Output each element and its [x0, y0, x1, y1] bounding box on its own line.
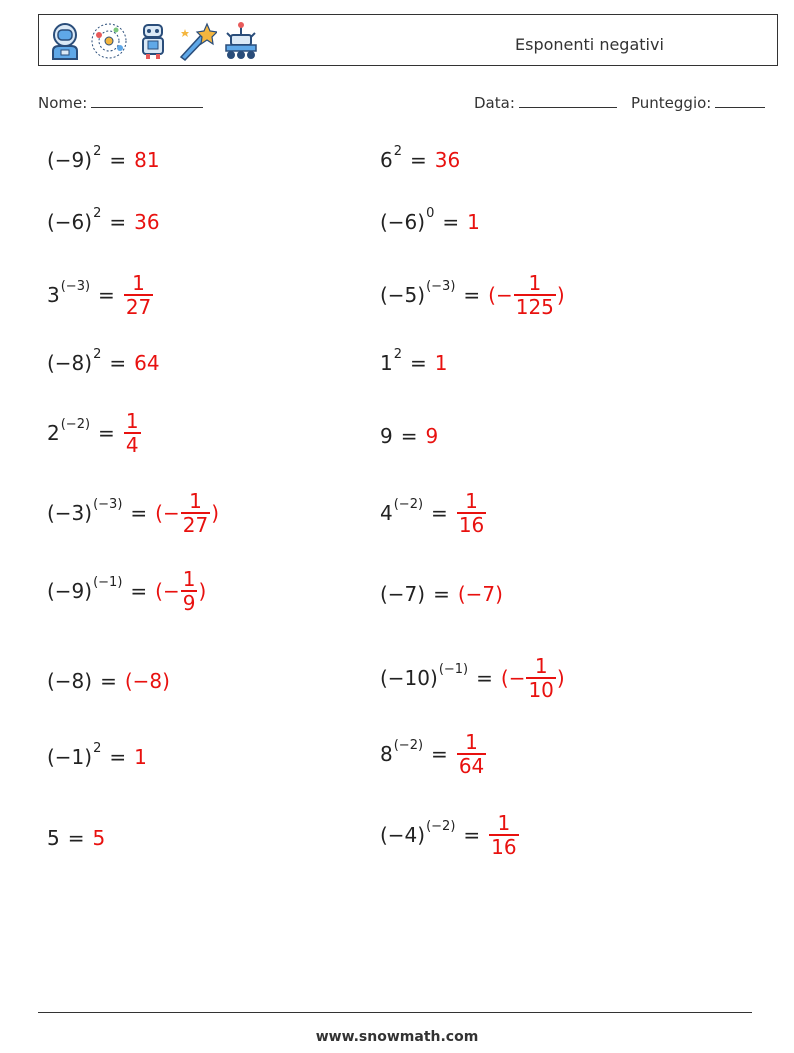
problem-item — [380, 655, 565, 701]
problem-item — [47, 490, 219, 536]
answer-value: (−8) — [124, 669, 170, 693]
problem-exponent: 2 — [393, 346, 403, 362]
answer — [125, 669, 170, 693]
problem-item — [47, 205, 160, 234]
worksheet-title: Esponenti negativi — [515, 35, 664, 54]
equals-sign: = — [109, 148, 127, 172]
problem-exponent: 2 — [93, 346, 102, 362]
problem-exponent: (−2) — [426, 818, 456, 834]
problem-item — [47, 346, 160, 375]
equals-sign: = — [130, 579, 148, 603]
fraction-numerator: 1 — [497, 811, 511, 835]
answer — [134, 745, 147, 769]
problem-base: 3 — [47, 283, 60, 307]
name-label: Nome: — [38, 94, 88, 112]
name-blank[interactable] — [91, 93, 203, 108]
fraction-numerator: 1 — [182, 567, 196, 591]
answer — [435, 148, 460, 172]
fraction-numerator: 1 — [132, 271, 145, 295]
score-field[interactable] — [631, 93, 765, 112]
problem-exponent: 2 — [93, 205, 102, 221]
problem-item — [47, 410, 142, 456]
answer-value: 9 — [425, 424, 439, 448]
problem-item — [380, 143, 461, 172]
equals-sign: = — [442, 210, 460, 234]
problem-item — [380, 272, 565, 318]
icon-strip — [45, 21, 261, 61]
fraction-denominator: 27 — [125, 295, 152, 319]
answer — [456, 490, 487, 536]
answer-suffix: ) — [556, 283, 565, 307]
answer — [134, 351, 159, 375]
problem-base: 5 — [47, 826, 60, 850]
fraction-denominator: 4 — [125, 433, 139, 457]
problem-exponent: 0 — [426, 205, 435, 221]
answer-fraction — [124, 410, 141, 456]
problem-base: 2 — [47, 421, 60, 445]
problem-item — [47, 272, 154, 318]
answer-value: 1 — [467, 210, 480, 234]
fraction-denominator: 125 — [515, 295, 554, 319]
equals-sign: = — [463, 823, 481, 847]
score-label: Punteggio: — [631, 94, 712, 112]
answer-value: 5 — [92, 826, 106, 850]
problem-item — [380, 205, 480, 234]
problem-base: (−10) — [380, 666, 438, 690]
problem-item — [47, 669, 170, 693]
answer-value: (−7) — [457, 582, 503, 606]
footer-url: www.snowmath.com — [315, 1029, 479, 1045]
fraction-denominator: 10 — [528, 678, 554, 702]
answer-suffix: ) — [556, 666, 565, 690]
astronaut-icon — [45, 21, 85, 61]
shooting-star-icon — [177, 21, 217, 61]
equals-sign: = — [100, 669, 117, 693]
equals-sign: = — [476, 666, 493, 690]
problem-base: (−6) — [47, 210, 93, 234]
equals-sign: = — [109, 210, 127, 234]
answer-fraction — [124, 272, 153, 318]
problem-base: (−9) — [47, 579, 93, 603]
problem-base: 6 — [380, 148, 393, 172]
problem-exponent: (−2) — [60, 416, 91, 432]
equals-sign: = — [410, 351, 427, 375]
answer-value: 81 — [134, 148, 160, 172]
problem-item — [380, 424, 438, 448]
fraction-denominator: 64 — [458, 754, 485, 778]
problem-exponent: 2 — [393, 143, 403, 159]
answer — [456, 731, 487, 777]
answer — [123, 272, 154, 318]
score-blank[interactable] — [715, 93, 765, 108]
answer — [488, 812, 519, 858]
equals-sign: = — [98, 421, 115, 445]
problem-exponent: 2 — [93, 143, 102, 159]
problem-base: (−6) — [380, 210, 426, 234]
fraction-numerator: 1 — [534, 654, 548, 678]
answer-value: 1 — [434, 351, 448, 375]
answer-prefix: (− — [500, 666, 526, 690]
problem-exponent: (−2) — [393, 737, 424, 753]
answer-prefix: (− — [155, 579, 180, 603]
equals-sign: = — [109, 351, 127, 375]
problem-item — [380, 812, 520, 858]
equals-sign: = — [433, 582, 450, 606]
equals-sign: = — [130, 501, 148, 525]
problem-item — [380, 490, 487, 536]
answer — [501, 655, 565, 701]
problem-base: 4 — [380, 501, 393, 525]
problem-item — [47, 143, 160, 172]
problem-base: (−9) — [47, 148, 93, 172]
problem-base: (−4) — [380, 823, 426, 847]
problem-base: 1 — [380, 351, 393, 375]
answer-fraction — [181, 490, 210, 536]
problem-exponent: (−1) — [438, 661, 469, 677]
problem-base: (−3) — [47, 501, 93, 525]
problem-exponent: (−3) — [93, 496, 123, 512]
equals-sign: = — [463, 283, 481, 307]
equals-sign: = — [67, 826, 85, 850]
answer-prefix: (− — [488, 283, 513, 307]
answer-fraction — [514, 272, 556, 318]
answer — [93, 826, 106, 850]
problem-item — [47, 568, 206, 614]
answer-value: 36 — [134, 210, 160, 234]
problem-item — [47, 740, 147, 769]
problem-item — [380, 346, 448, 375]
answer — [134, 148, 159, 172]
fraction-numerator: 1 — [528, 271, 542, 295]
problem-item — [47, 826, 105, 850]
answer — [155, 490, 219, 536]
name-field[interactable] — [38, 93, 203, 112]
answer-prefix: (− — [155, 501, 180, 525]
answer-fraction — [181, 568, 198, 614]
header-box — [38, 14, 778, 66]
equals-sign: = — [400, 424, 418, 448]
answer — [488, 272, 565, 318]
rover-icon — [221, 21, 261, 61]
answer — [435, 351, 448, 375]
fraction-denominator: 9 — [182, 591, 196, 615]
answer-value: 64 — [134, 351, 160, 375]
equals-sign: = — [109, 745, 127, 769]
fraction-numerator: 1 — [465, 730, 478, 754]
problem-exponent: (−3) — [60, 278, 91, 294]
fraction-numerator: 1 — [189, 489, 202, 513]
problem-base: (−1) — [47, 745, 93, 769]
date-blank[interactable] — [519, 93, 617, 108]
solar-system-icon — [89, 21, 129, 61]
answer-fraction — [457, 490, 486, 536]
problem-base: (−8) — [47, 669, 93, 693]
problem-exponent: 2 — [93, 740, 102, 756]
date-label: Data: — [474, 94, 515, 112]
problem-base: (−5) — [380, 283, 426, 307]
problem-base: (−7) — [380, 582, 426, 606]
equals-sign: = — [410, 148, 427, 172]
answer-fraction — [489, 812, 518, 858]
fraction-denominator: 16 — [491, 835, 517, 859]
answer — [426, 424, 439, 448]
footer-divider — [38, 1012, 752, 1013]
problem-base: (−8) — [47, 351, 93, 375]
answer-fraction — [457, 731, 486, 777]
answer — [458, 582, 503, 606]
fraction-numerator: 1 — [465, 489, 478, 513]
fraction-denominator: 16 — [458, 513, 485, 537]
answer — [134, 210, 159, 234]
problem-exponent: (−2) — [393, 496, 424, 512]
problem-item — [380, 731, 487, 777]
equals-sign: = — [98, 283, 115, 307]
answer — [123, 410, 142, 456]
fraction-denominator: 27 — [182, 513, 209, 537]
robot-icon — [133, 21, 173, 61]
problem-base: 8 — [380, 742, 393, 766]
problem-exponent: (−3) — [426, 278, 456, 294]
equals-sign: = — [431, 742, 448, 766]
answer-suffix: ) — [211, 501, 219, 525]
answer — [467, 210, 480, 234]
answer-value: 36 — [434, 148, 461, 172]
problem-exponent: (−1) — [93, 574, 123, 590]
answer-suffix: ) — [198, 579, 207, 603]
fraction-numerator: 1 — [125, 409, 139, 433]
answer-fraction — [526, 655, 555, 701]
answer — [155, 568, 206, 614]
answer-value: 1 — [134, 745, 147, 769]
date-field[interactable] — [474, 93, 617, 112]
problem-base: 9 — [380, 424, 393, 448]
problem-item — [380, 582, 503, 606]
equals-sign: = — [431, 501, 448, 525]
